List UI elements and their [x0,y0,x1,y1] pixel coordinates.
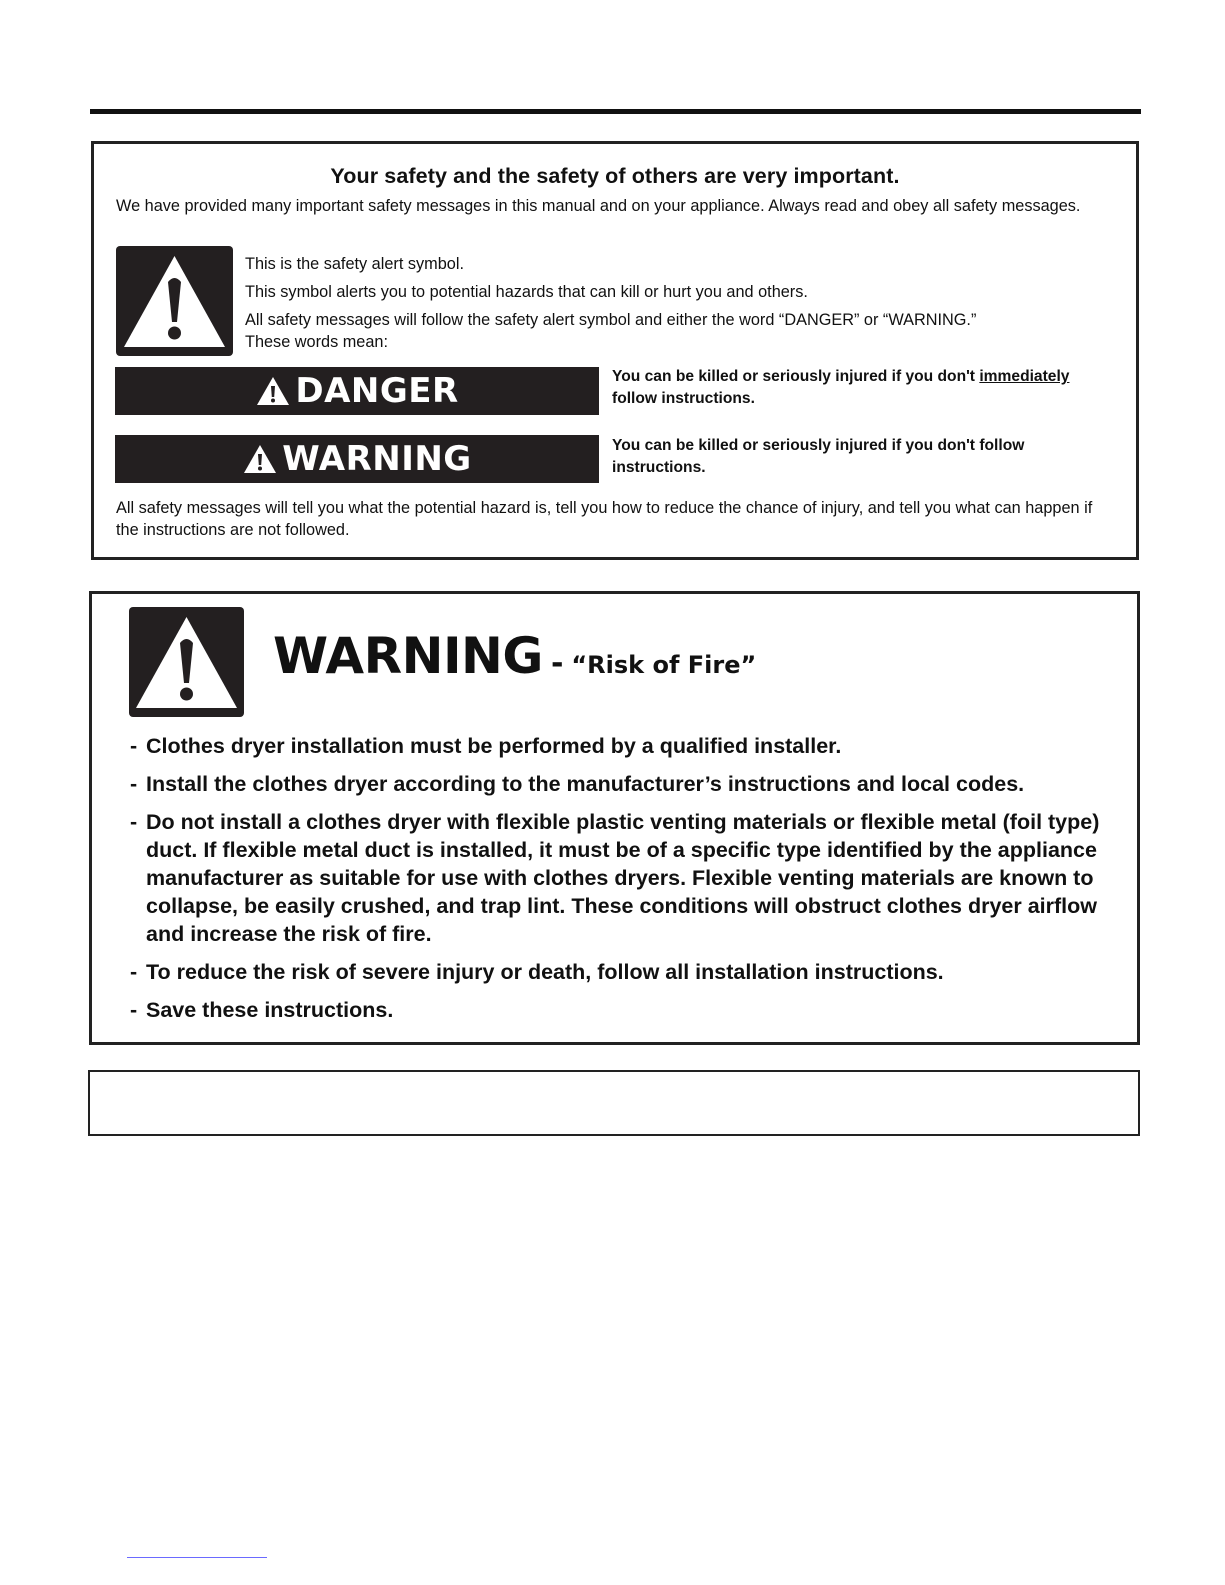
danger-desc-start: You can be killed or seriously injured if you don't [612,368,980,385]
danger-alert-icon [255,375,291,407]
symbol-line-2: This symbol alerts you to potential hazards that can kill or hurt you and others. [245,283,808,301]
footnote-rule [127,1557,267,1558]
fire-subheading: “Risk of Fire” [571,651,757,679]
symbol-line-4: These words mean: [245,333,388,351]
fire-instructions-list [130,732,1130,1034]
safety-footer: All safety messages will tell you what the potential hazard is, tell you how to reduce the chance of injury, and tell you what can happen if the instructions are not followed. [116,499,1093,539]
list-item: - Clothes dryer installation must be performed by a qualified installer. [130,734,842,758]
danger-desc-emphasis: immediately [979,368,1070,385]
danger-desc-end: follow instructions. [612,390,755,407]
list-item: - To reduce the risk of severe injury or death, follow all installation instructions. [130,960,944,984]
warning-alert-icon [242,443,278,475]
warning-description: You can be killed or seriously injured if you don't follow instructions. [612,437,1025,476]
list-item: - Do not install a clothes dryer with flexible plastic venting materials or flexible metal (foil type) duct. If flexible metal duct is installed, it must be of a specific type identified by the appliance manufacturer as suitable for use with clothes dryers. Flexible venting materials are known to collapse, be easily crushed, and trap lint. These conditions will obstruct clothes dryer airflow and increase the risk of fire. [130,810,1100,946]
fire-alert-icon [129,607,244,717]
symbol-line-1: This is the safety alert symbol. [245,255,464,273]
top-rule [90,109,1141,114]
safety-title: Your safety and the safety of others are very important. [330,164,900,188]
warning-label: WARNING [282,439,472,479]
empty-note-box [88,1070,1140,1136]
fire-warning-word: WARNING [273,627,543,685]
safety-intro: We have provided many important safety messages in this manual and on your appliance. Always read and obey all safety messages. [116,197,1081,215]
list-item: - Save these instructions. [130,998,394,1022]
warning-signal-bar [115,435,599,483]
danger-signal-bar [115,367,599,415]
symbol-line-3: All safety messages will follow the safety alert symbol and either the word “DANGER” or “WARNING.” [245,311,977,329]
list-item: - Install the clothes dryer according to the manufacturer’s instructions and local codes. [130,772,1025,796]
safety-info-box [91,141,1139,560]
fire-heading-dash: - [550,646,564,681]
danger-description [612,366,1127,410]
fire-warning-box [89,591,1140,1045]
danger-label: DANGER [295,371,459,411]
safety-alert-icon [116,246,233,356]
fire-heading [273,627,756,685]
